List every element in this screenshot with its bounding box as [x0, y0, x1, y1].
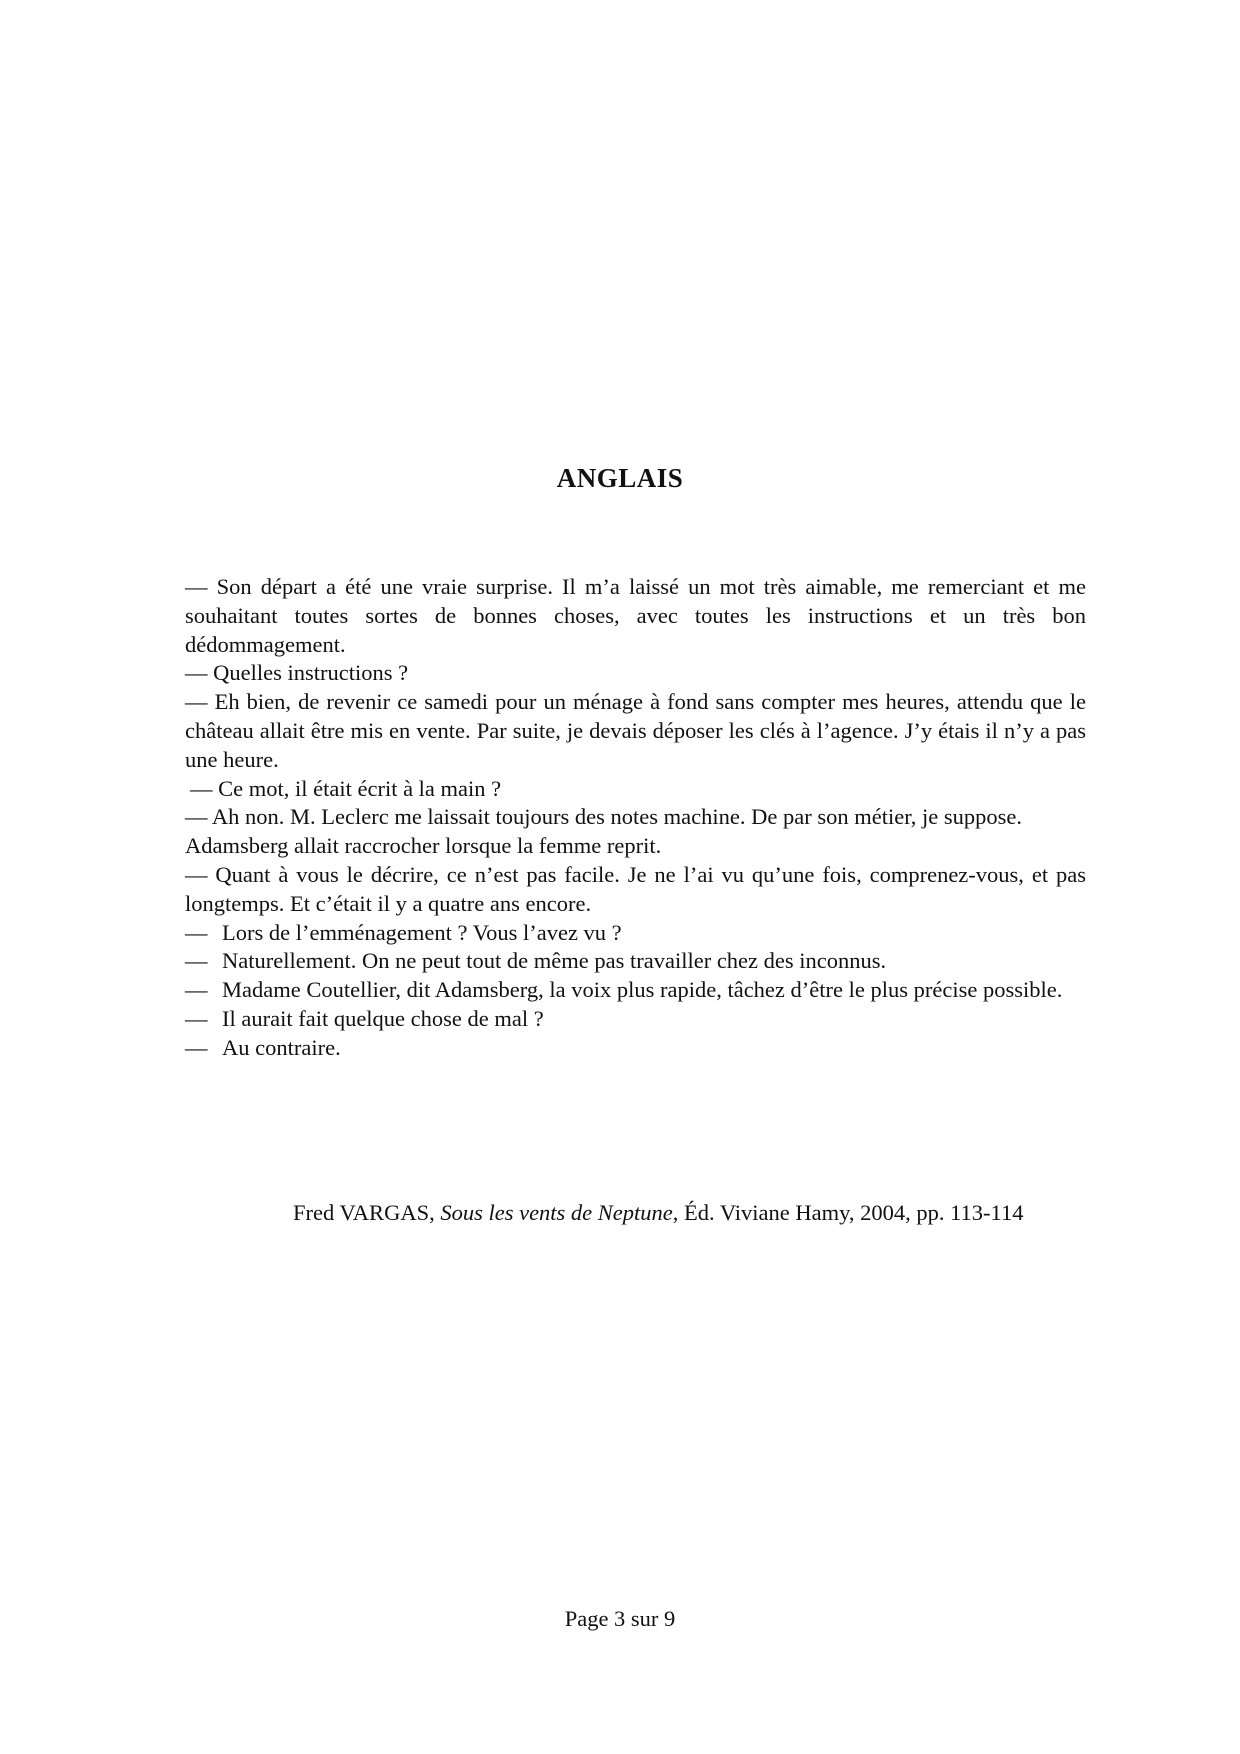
dialogue-text: Lors de l’emménagement ? Vous l’avez vu ?	[222, 919, 622, 945]
paragraph-5: — Ah non. M. Leclerc me laissait toujours des notes machine. De par son métier, je suppose.	[185, 804, 1023, 830]
dialogue-line	[185, 919, 1086, 948]
dialogue-line	[185, 1005, 1086, 1034]
dialogue-dash: —	[185, 1034, 208, 1060]
dialogue-line	[185, 1034, 1086, 1063]
dialogue-text: Madame Coutellier, dit Adamsberg, la voix plus rapide, tâchez d’être le plus précise possible.	[222, 977, 1063, 1003]
text-passage	[185, 573, 1086, 1063]
page-title: ANGLAIS	[556, 463, 684, 493]
paragraph-2: — Quelles instructions ?	[185, 660, 409, 686]
dialogue-dash: —	[185, 1005, 208, 1031]
paragraph-6: Adamsberg allait raccrocher lorsque la femme reprit.	[185, 833, 662, 859]
source-details: , Éd. Viviane Hamy, 2004, pp. 113-114	[672, 1200, 1024, 1225]
dialogue-text: Naturellement. On ne peut tout de même pas travailler chez des inconnus.	[222, 948, 887, 974]
source-citation	[293, 1199, 1023, 1227]
dialogue-dash: —	[185, 977, 208, 1003]
page-number: Page 3 sur 9	[564, 1606, 676, 1631]
paragraph-4: — Ce mot, il était écrit à la main ?	[190, 775, 502, 801]
dialogue-dash: —	[185, 948, 208, 974]
paragraph-1: — Son départ a été une vraie surprise. Il m’a laissé un mot très aimable, me remerciant et me souhaitant toutes sortes de bonnes choses, avec toutes les instructions et un très bon dédommagement.	[185, 574, 1086, 657]
dialogue-text: Il aurait fait quelque chose de mal ?	[222, 1005, 544, 1031]
dialogue-line	[185, 976, 1086, 1005]
paragraph-3: — Eh bien, de revenir ce samedi pour un ménage à fond sans compter mes heures, attendu que le château allait être mis en vente. Par suite, je devais déposer les clés à l’agence. J’y étais il n’y a pas une heure.	[185, 689, 1086, 772]
dialogue-text: Au contraire.	[222, 1034, 341, 1060]
paragraph-7: — Quant à vous le décrire, ce n’est pas facile. Je ne l’ai vu qu’une fois, comprenez-vous, et pas longtemps. Et c’était il y a quatre ans encore.	[185, 861, 1086, 916]
dialogue-dash: —	[185, 919, 208, 945]
dialogue-line	[185, 947, 1086, 976]
source-book-title: Sous les vents de Neptune	[440, 1200, 673, 1225]
source-author: Fred VARGAS,	[293, 1200, 441, 1225]
